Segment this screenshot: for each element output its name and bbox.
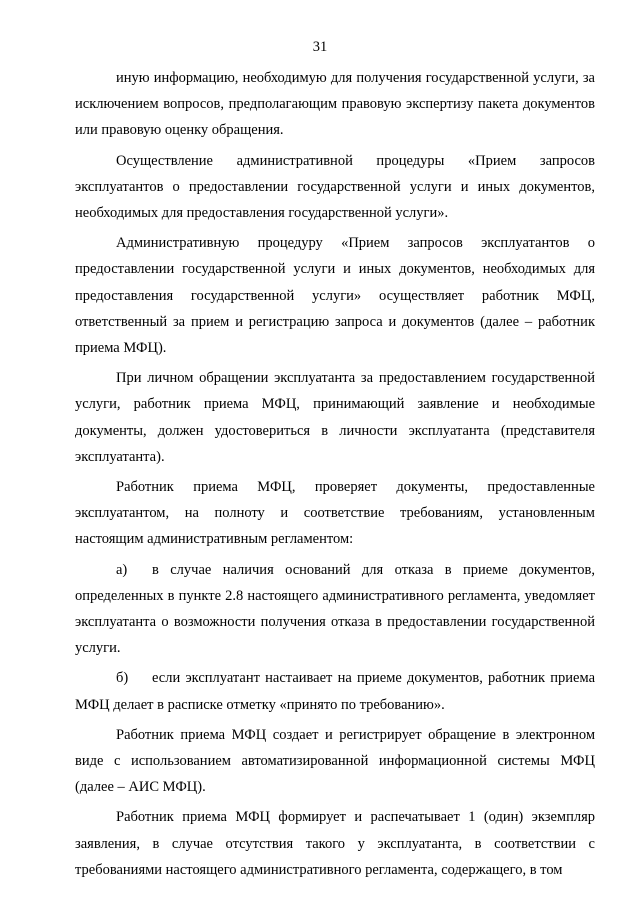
paragraph-identity-check: При личном обращении эксплуатанта за предоставлением государственной услуги, работник приема МФЦ, принимающий заявление и необходимые документы, должен удостовериться в личности эксплуатанта (представителя эксплуатанта). [75,370,595,465]
list-item-a-text: в случае наличия оснований для отказа в приеме документов, определенных в пункте 2.8 настоящего административного регламента, уведомляет эксплуатанта о возможности получения отказа в предоставлении государственной услуги. [75,561,595,657]
list-item-b-text: если эксплуатант настаивает на приеме документов, работник приема МФЦ делает в расписке отметку «принято по требованию». [75,670,595,713]
paragraph-print-application: Работник приема МФЦ формирует и распечатывает 1 (один) экземпляр заявления, в случае отсутствия такого у эксплуатанта, в соответствии с требованиями настоящего административного регламента, содержащего, в том [75,809,595,878]
paragraph-document-check: Работник приема МФЦ, проверяет документы, предоставленные эксплуатантом, на полноту и соответствие требованиям, установленным настоящим административным регламентом: [75,479,595,548]
list-item-b [75,665,595,717]
paragraph-registration: Работник приема МФЦ создает и регистрирует обращение в электронном виде с использованием автоматизированной информационной системы МФЦ (далее – АИС МФЦ). [75,726,595,796]
page-number: 31 [312,39,328,55]
paragraph-responsible-worker: Административную процедуру «Прием запросов эксплуатантов о предоставлении государственной услуги и иных документов, необходимых для предоставления государственной услуги» осуществляет работник МФЦ, ответственный за прием и регистрацию запроса и документов (далее – работник приема МФЦ). [75,235,595,357]
paragraph-procedure-title: Осуществление административной процедуры «Прием запросов эксплуатантов о предоставлении государственной услуги и иных документов, необходимых для предоставления государственной услуги». [75,152,595,222]
list-marker-b: б) [116,670,129,687]
list-item-a [75,557,595,662]
document-body [75,65,595,883]
list-marker-a: а) [116,561,128,578]
paragraph-continuation: иную информацию, необходимую для получения государственной услуги, за исключением вопросов, предполагающим правовую экспертизу пакета документов или правовую оценку обращения. [75,70,595,139]
